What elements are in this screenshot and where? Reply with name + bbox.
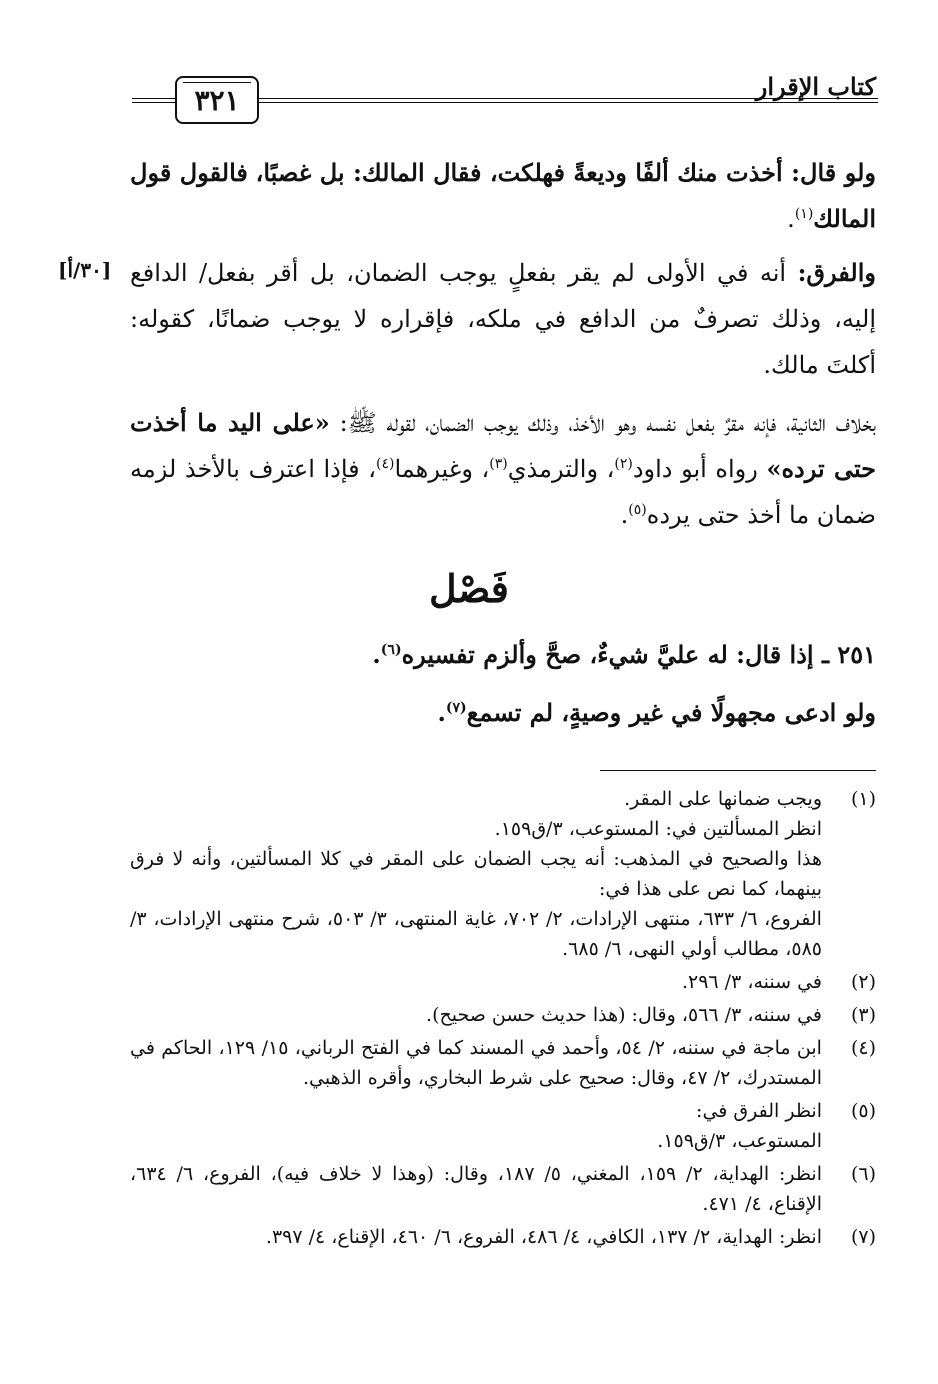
footnote-number: (٤)	[850, 1037, 876, 1059]
p5-text: ولو ادعى مجهولًا في غير وصيةٍ، لم تسمع	[466, 698, 876, 727]
footnote-number: (٥)	[850, 1100, 876, 1122]
footnote	[130, 1033, 876, 1093]
page-number-text: ٣٢١	[194, 83, 240, 117]
paragraph-5	[130, 690, 876, 736]
p1-text-b: فالقول قول المالك	[130, 158, 876, 233]
item-text: ٢٥١ ـ إذا قال: له عليَّ شيءٌ، صحَّ وألزم تفسيره	[401, 640, 876, 669]
p3-text-c: ، والترمذي	[507, 455, 615, 483]
footnote-ref-3[interactable]: (٣)	[489, 456, 508, 472]
footnote-line: انظر الفرق في:	[696, 1100, 822, 1122]
paragraph-2	[130, 250, 876, 388]
p5-end: .	[437, 698, 446, 727]
footnote-number: (٣)	[850, 1004, 876, 1026]
footnote-ref-6[interactable]: (٦)	[380, 642, 402, 658]
p1-text-a: ولو قال: أخذت منك ألفًا وديعةً فهلكت، فقال المالك: بل غصبًا،	[255, 158, 876, 187]
footnote-line: ابن ماجة في سننه، ٢/ ٥٤، وأحمد في المسند كما في الفتح الرباني، ١٥/ ١٢٩، الحاكم في المستدرك، ٢/ ٤٧، وقال: صحيح على شرط البخاري، وأقره الذهبي.	[130, 1037, 822, 1089]
header-rule-left	[132, 98, 174, 103]
footnote	[130, 1222, 876, 1252]
p3-text-e: ، فإذا اعترف بالأخذ لزمه ضمان ما أخذ حتى يرده	[130, 455, 876, 529]
p3-end: .	[620, 501, 629, 529]
hadith-quote: «على اليد ما أخذت حتى ترده»	[130, 408, 877, 483]
paragraph-1	[130, 150, 876, 242]
footnote-number: (١)	[850, 788, 876, 810]
footnote-ref-7[interactable]: (٧)	[445, 700, 467, 716]
footnotes	[130, 784, 876, 1255]
footnote-line: الفروع، ٦/ ٦٣٣، منتهى الإرادات، ٢/ ٧٠٢، غاية المنتهى، ٣/ ٥٠٣، شرح منتهى الإرادات، ٣/ ٥٨٥، مطالب أولي النهى، ٦/ ٦٨٥.	[130, 908, 822, 960]
footnote-line: ويجب ضمانها على المقر.	[624, 788, 822, 810]
footnote-line: انظر المسألتين في: المستوعب، ٣/ق١٥٩.	[494, 818, 822, 840]
footnote	[130, 1159, 876, 1219]
footnote-separator	[600, 770, 876, 771]
footnote-ref-1[interactable]: (١)	[794, 206, 814, 222]
footnote	[130, 784, 876, 964]
running-title: كتاب الإقرار	[755, 72, 876, 101]
section-heading: فَصْل	[429, 566, 509, 611]
footnote-ref-5[interactable]: (٥)	[628, 502, 647, 518]
footnote	[130, 967, 876, 997]
paragraph-3	[130, 400, 876, 538]
p1-end: .	[787, 205, 795, 233]
footnote-line: في سننه، ٣/ ٥٦٦، وقال: (هذا حديث حسن صحيح).	[426, 1004, 822, 1026]
p3-text-d: ، وغيرهما	[394, 455, 490, 483]
footnote-line: المستوعب، ٣/ق١٥٩.	[657, 1130, 822, 1152]
footnote	[130, 1096, 876, 1156]
page-number	[175, 76, 259, 124]
footnote-line: هذا والصحيح في المذهب: أنه يجب الضمان على المقر في كلا المسألتين، وأنه لا فرق بينهما، كما نص على هذا في:	[130, 848, 822, 900]
footnote-number: (٧)	[850, 1226, 876, 1248]
footnote-number: (٦)	[850, 1163, 876, 1185]
p3-text-a: بخلاف الثانية، فإنه مقرٌ بفعل نفسه وهو الأخذ، وذلك يوجب الضمان، لقوله ﷺ:	[329, 409, 876, 437]
item-251	[130, 632, 876, 678]
p3-text-b: رواه أبو داود	[632, 455, 767, 483]
footnote-line: انظر: الهداية، ٢/ ١٣٧، الكافي، ٤/ ٤٨٦، الفروع، ٦/ ٤٦٠، الإقناع، ٤/ ٣٩٧.	[265, 1226, 822, 1248]
footnote-ref-2[interactable]: (٢)	[614, 456, 633, 472]
p2-text: أنه في الأولى لم يقر بفعلٍ يوجب الضمان، بل أقر بفعل/ الدافع إليه، وذلك تصرفٌ من الدافع في ملكه، فإقراره لا يوجب ضمانًا، كقوله: أكلتَ مالك.	[130, 259, 876, 379]
footnote-number: (٢)	[850, 971, 876, 993]
footnote-ref-4[interactable]: (٤)	[376, 456, 395, 472]
footnote-line: في سننه، ٣/ ٢٩٦.	[681, 971, 822, 993]
footnote-line: انظر: الهداية، ٢/ ١٥٩، المغني، ٥/ ١٨٧، وقال: (وهذا لا خلاف فيه)، الفروع، ٦/ ٦٣٤، الإقناع، ٤/ ٤٧١.	[130, 1163, 822, 1215]
p2-lead: والفرق:	[797, 258, 876, 287]
manuscript-folio-marker: [٣٠/أ]	[58, 258, 112, 282]
footnote	[130, 1000, 876, 1030]
item-end: .	[372, 640, 381, 669]
